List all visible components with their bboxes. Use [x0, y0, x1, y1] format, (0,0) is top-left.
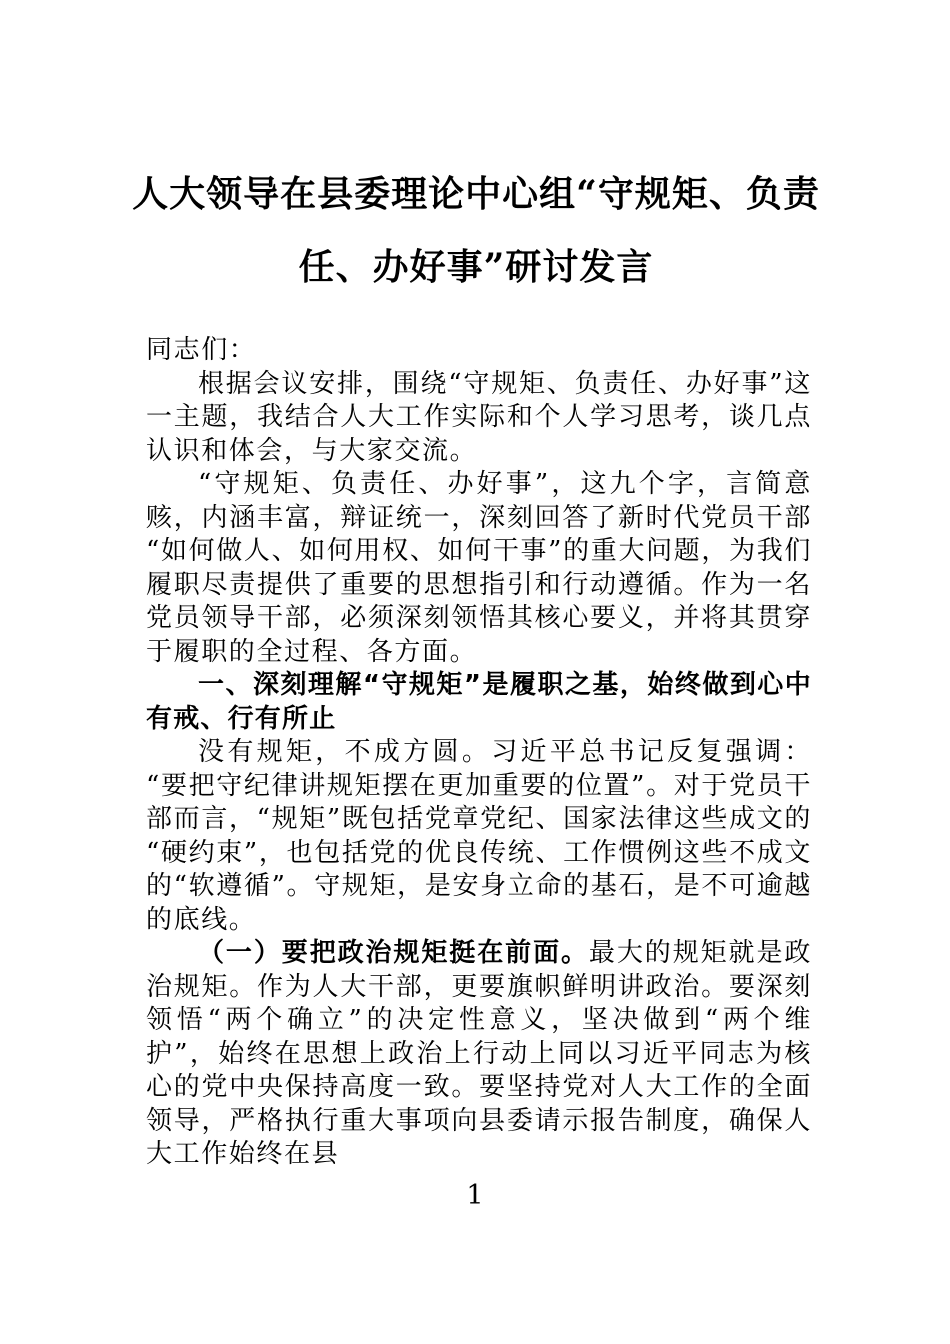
salutation: 同志们：: [146, 335, 257, 365]
document-body: [146, 334, 812, 1172]
paragraph-political-rules-text: 最大的规矩就是政治规矩。作为人大干部，更要旗帜鲜明讲政治。要深刻领悟“两个确立”的决定性意义，坚决做到“两个维护”，始终在思想上政治上行动上同以习近平同志为核心的党中央保持高度一致。要坚持党对人大工作的全面领导，严格执行重大事项向县委请示报告制度，确保人大工作始终在县: [146, 938, 812, 1169]
paragraph-intro: 根据会议安排，围绕“守规矩、负责任、办好事”这一主题，我结合人大工作实际和个人学习思考，谈几点认识和体会，与大家交流。: [146, 368, 812, 466]
document-title: 人大领导在县委理论中心组“守规矩、负责任、办好事”研讨发言: [132, 173, 820, 288]
paragraph-political-rules: [146, 937, 812, 1172]
paragraph-theme: “守规矩、负责任、办好事”，这九个字，言简意赅，内涵丰富，辩证统一，深刻回答了新时代党员干部“如何做人、如何用权、如何干事”的重大问题，为我们履职尽责提供了重要的思想指引和行动遵循。作为一名党员领导干部，必须深刻领悟其核心要义，并将其贯穿于履职的全过程、各方面。: [146, 469, 812, 667]
paragraph-political-rules-lead: （一）要把政治规矩挺在前面。: [198, 938, 589, 968]
paragraph-rules: 没有规矩，不成方圆。习近平总书记反复强调：“要把守纪律讲规矩摆在更加重要的位置”。对于党员干部而言，“规矩”既包括党章党纪、国家法律这些成文的“硬约束”，也包括党的优良传统、工作惯例这些不成文的“软遵循”。守规矩，是安身立命的基石，是不可逾越的底线。: [146, 737, 812, 935]
section-heading-1: 一、深刻理解“守规矩”是履职之基，始终做到心中有戒、行有所止: [146, 670, 812, 734]
page-number: 1: [466, 1180, 484, 1211]
